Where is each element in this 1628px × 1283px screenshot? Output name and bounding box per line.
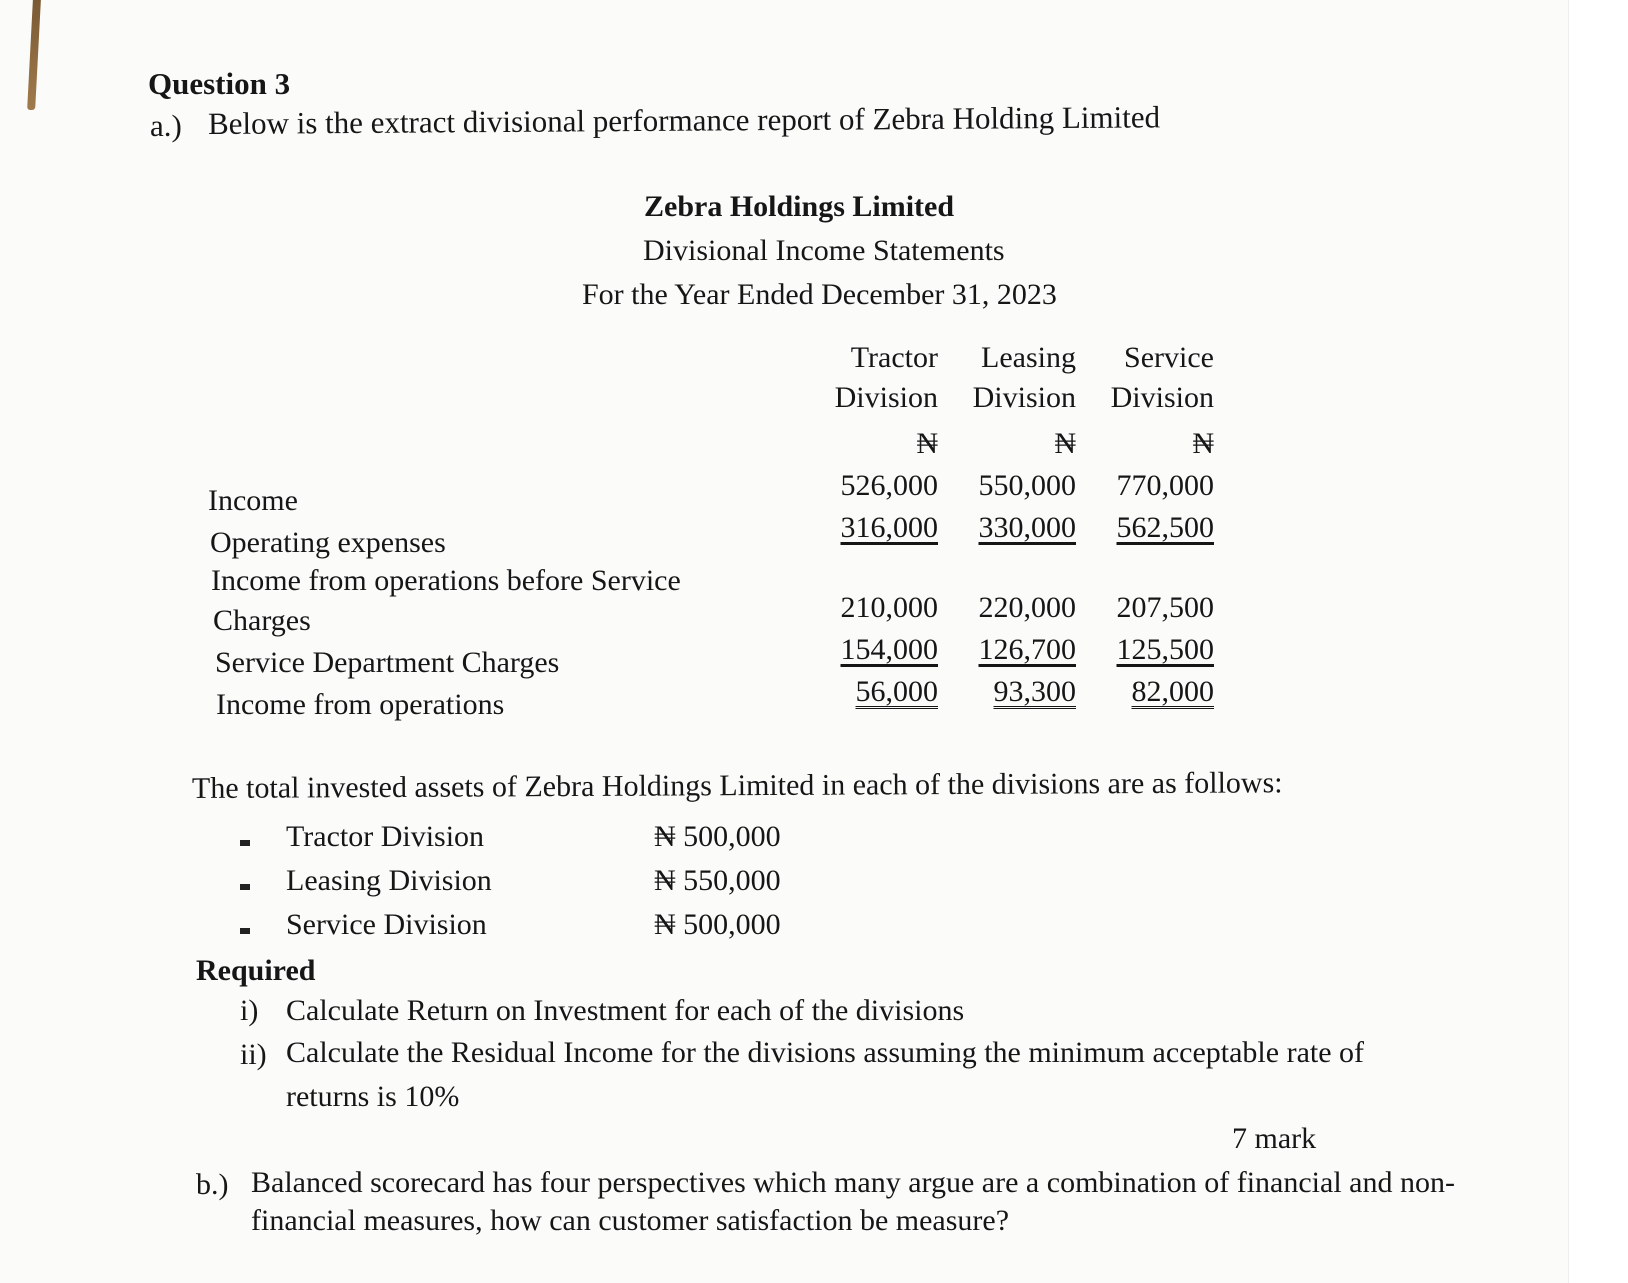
asset-name-tractor: Tractor Division (286, 820, 485, 853)
cell-before-charges-leasing: 220,000 (978, 591, 1076, 624)
col-tractor-line1: Tractor (850, 341, 938, 374)
part-b-line1: Balanced scorecard has four perspectives which many argue are a combination of financial and non- (251, 1166, 1455, 1199)
required-item-1-num: i) (240, 994, 259, 1027)
required-item-1-text: Calculate Return on Investment for each of the divisions (286, 994, 965, 1027)
asset-name-service: Service Division (286, 908, 487, 941)
required-item-2-text: Calculate the Residual Income for the divisions assuming the minimum acceptable rate of (286, 1036, 1365, 1069)
part-a-label: a.) (150, 108, 182, 143)
brown-binding-mark (27, 0, 41, 110)
col-service-line2: Division (1110, 381, 1214, 414)
part-a-text: Below is the extract divisional performance report of Zebra Holding Limited (207, 99, 1161, 141)
asset-value-tractor: ₦ 500,000 (654, 820, 781, 853)
cell-operations-service: 82,000 (1131, 675, 1214, 708)
question-title: Question 3 (148, 66, 291, 101)
required-item-2-text-line2: returns is 10% (286, 1080, 460, 1113)
row-label-income-before-charges-line2: Charges (213, 604, 311, 637)
col-leasing-line2: Division (972, 381, 1076, 414)
cell-before-charges-tractor: 210,000 (840, 591, 938, 624)
marks-label: 7 mark (1232, 1122, 1317, 1155)
asset-value-leasing: ₦ 550,000 (654, 864, 781, 897)
cell-income-leasing: 550,000 (978, 469, 1076, 502)
required-item-2-num: ii) (240, 1038, 267, 1071)
cell-opex-service: 562,500 (1116, 511, 1214, 544)
required-heading: Required (196, 954, 316, 987)
col-service-line1: Service (1124, 341, 1214, 374)
cell-before-charges-service: 207,500 (1116, 591, 1214, 624)
asset-value-service: ₦ 500,000 (654, 908, 781, 941)
row-label-income-from-operations: Income from operations (216, 688, 505, 721)
cell-operations-leasing: 93,300 (993, 675, 1076, 708)
part-b-line2: financial measures, how can customer satisfaction be measure? (251, 1204, 1010, 1237)
cell-service-charges-leasing: 126,700 (978, 633, 1076, 666)
part-b-label: b.) (196, 1168, 229, 1201)
bullet-icon (240, 884, 250, 890)
statement-period: For the Year Ended December 31, 2023 (582, 278, 1057, 311)
cell-service-charges-service: 125,500 (1116, 633, 1214, 666)
row-label-service-charges: Service Department Charges (215, 646, 560, 679)
statement-company: Zebra Holdings Limited (644, 190, 955, 223)
row-label-income-before-charges-line1: Income from operations before Service (211, 564, 681, 597)
right-margin (1568, 0, 1628, 1283)
col-leasing-line1: Leasing (981, 341, 1076, 374)
cell-operations-tractor: 56,000 (855, 675, 938, 708)
cell-opex-leasing: 330,000 (978, 511, 1076, 544)
col-service-currency: ₦ (1192, 427, 1214, 460)
cell-service-charges-tractor: 154,000 (840, 633, 938, 666)
statement-title: Divisional Income Statements (643, 234, 1005, 267)
col-tractor-line2: Division (834, 381, 938, 414)
assets-intro: The total invested assets of Zebra Holdings Limited in each of the divisions are as follows: (191, 766, 1283, 805)
cell-opex-tractor: 316,000 (840, 511, 938, 544)
cell-income-tractor: 526,000 (840, 469, 938, 502)
asset-name-leasing: Leasing Division (286, 864, 492, 897)
bullet-icon (240, 840, 250, 846)
cell-income-service: 770,000 (1116, 469, 1214, 502)
col-leasing-currency: ₦ (1054, 427, 1076, 460)
row-label-income: Income (208, 484, 298, 517)
col-tractor-currency: ₦ (916, 427, 938, 460)
row-label-operating-expenses: Operating expenses (210, 526, 446, 559)
bullet-icon (240, 928, 250, 934)
